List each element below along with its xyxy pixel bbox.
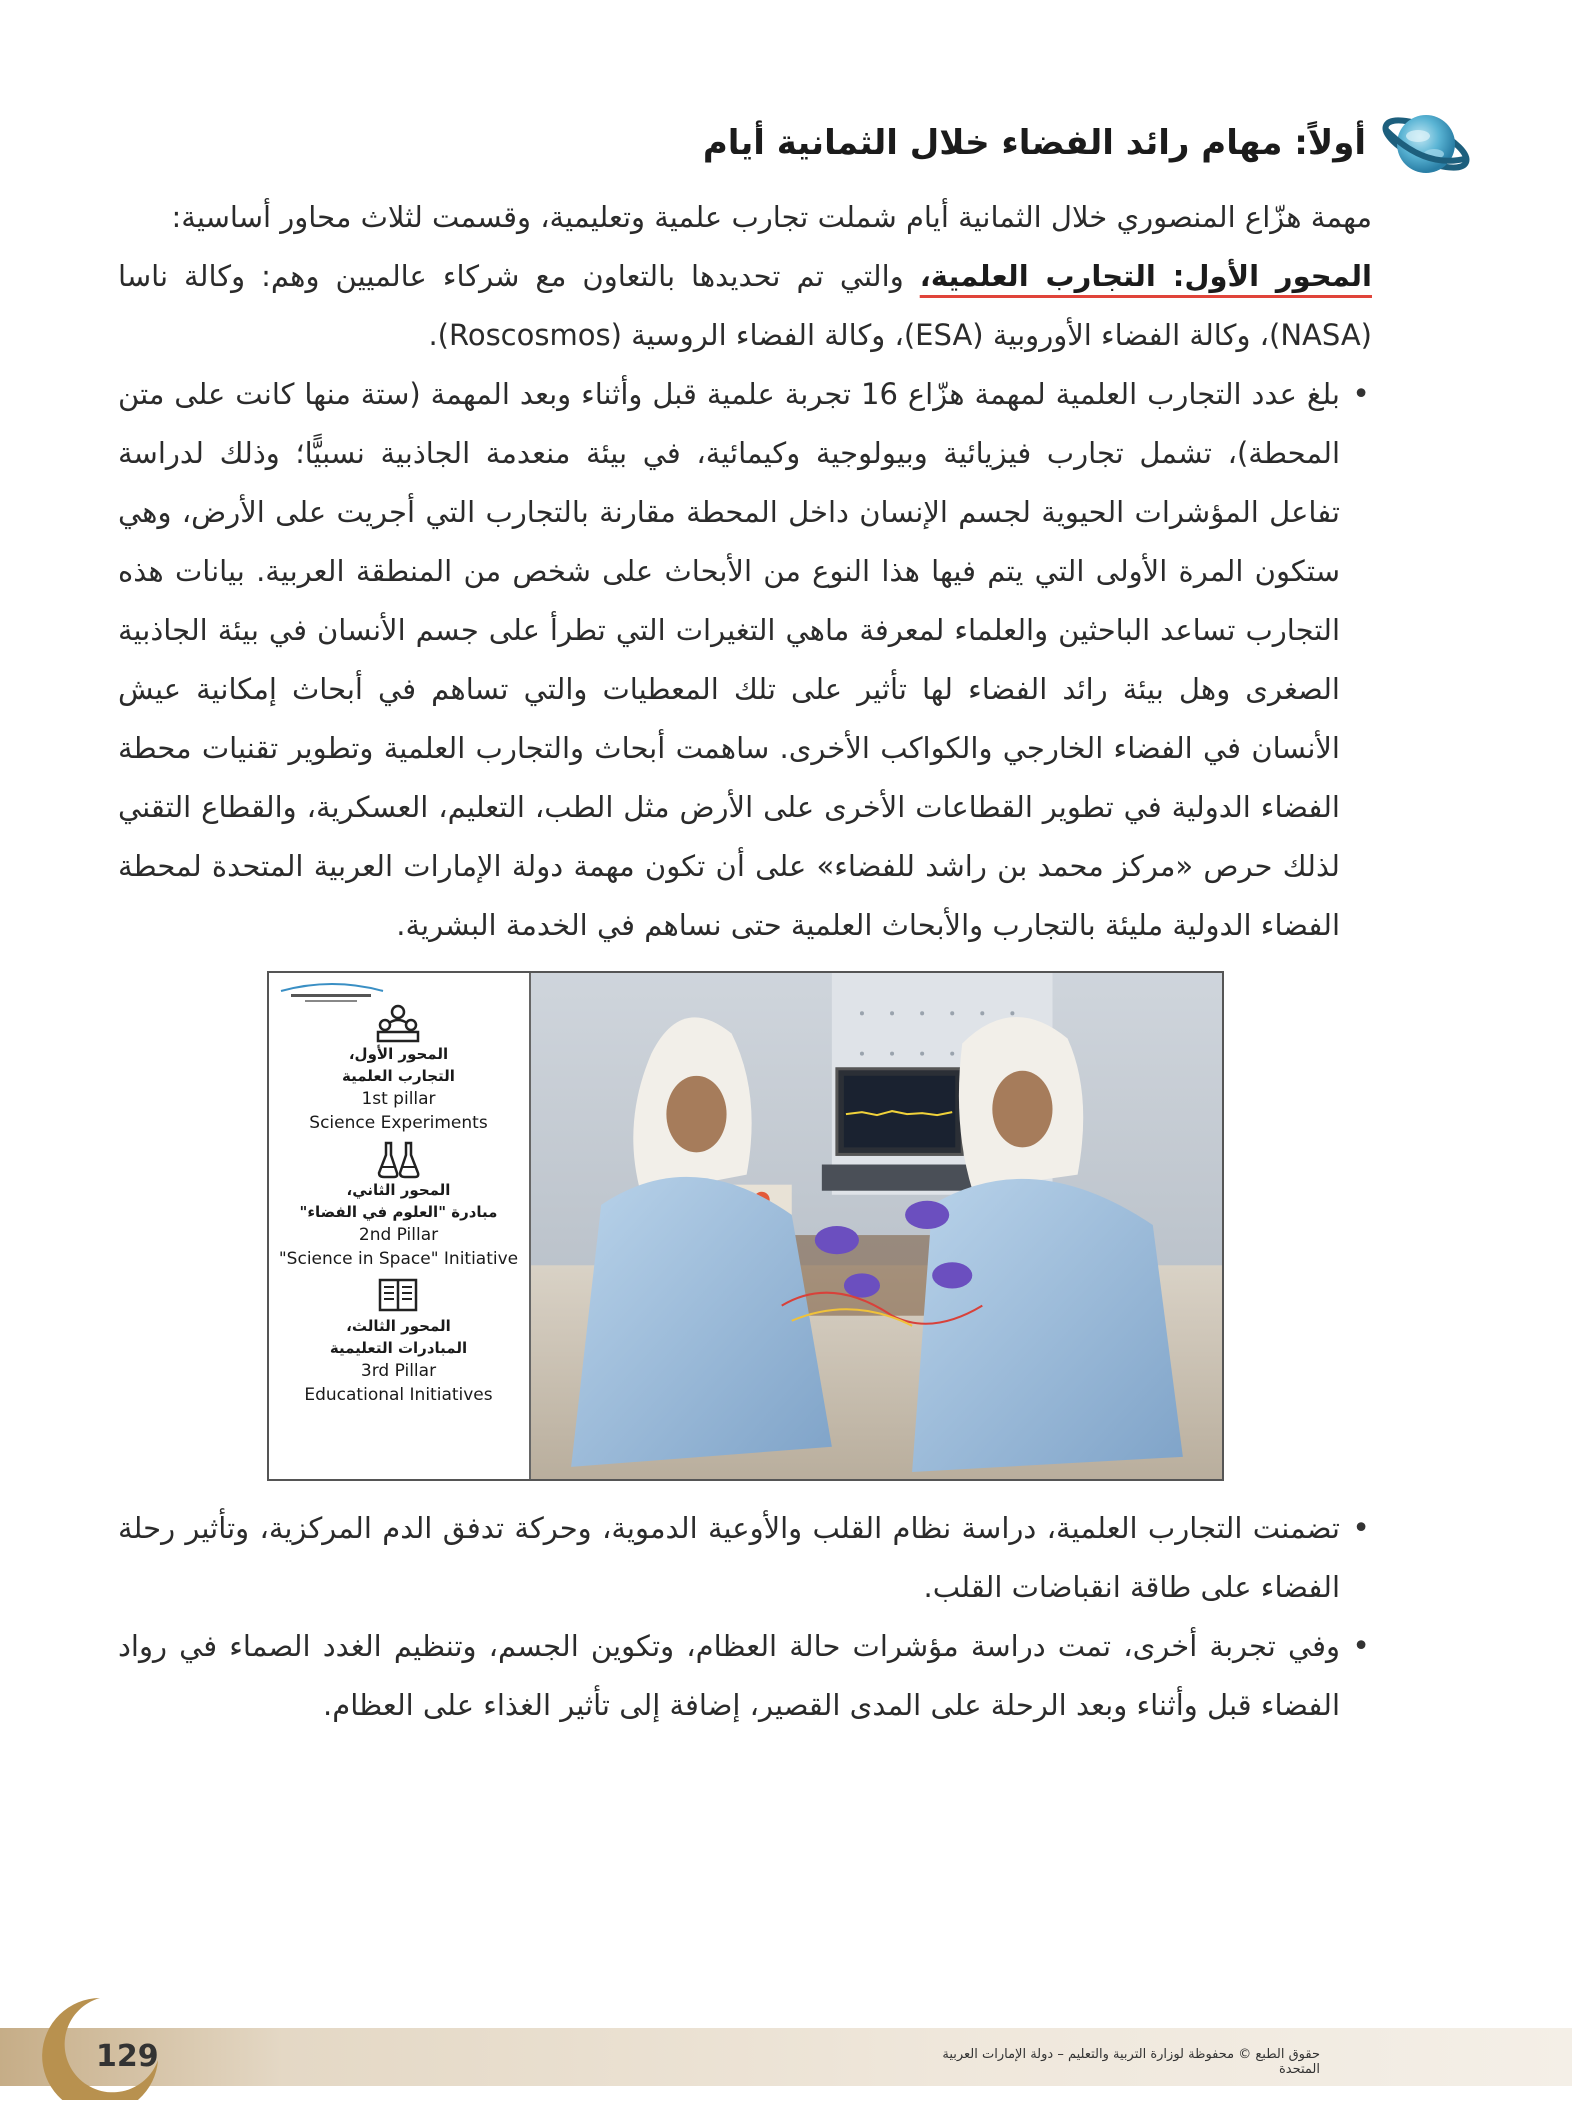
pillar1-ar-line2: التجارب العلمية — [342, 1067, 455, 1085]
axis1-text: والتي تم تحديدها بالتعاون مع شركاء عالميين وهم: وكالة ناسا (NASA)، وكالة الفضاء الأوروبية (ESA)، وكالة الفضاء الروسية (Roscosmos). — [118, 259, 1372, 352]
flasks-icon — [376, 1139, 422, 1179]
main-bullet-list — [118, 365, 1372, 955]
pillar3-ar-line1: المحور الثالث، — [346, 1317, 451, 1335]
pillar1-block — [309, 1003, 487, 1135]
page-content — [118, 100, 1372, 1735]
book-icon — [375, 1275, 421, 1315]
scientists-icon — [375, 1003, 421, 1043]
section-heading: أولاً: مهام رائد الفضاء خلال الثمانية أيام — [702, 123, 1366, 163]
mbrsc-logo-icon — [277, 979, 387, 1005]
axis1-title: المحور الأول: التجارب العلمية، — [919, 259, 1372, 293]
pillar3-en-line2: Educational Initiatives — [304, 1385, 493, 1405]
axis1-paragraph — [118, 247, 1372, 365]
pillar2-block — [279, 1139, 518, 1271]
pillar2-ar-line1: المحور الثاني، — [346, 1181, 451, 1199]
section-heading-row — [118, 100, 1472, 186]
experiments-figure — [267, 971, 1224, 1481]
pillar2-ar-line2: مبادرة "العلوم في الفضاء" — [299, 1203, 498, 1221]
bullet-cardiovascular: • تضمنت التجارب العلمية، دراسة نظام القلب والأوعية الدموية، وحركة تدفق الدم المركزية، وتأثير رحلة الفضاء على طاقة انقباضات القلب. — [118, 1499, 1340, 1617]
pillar3-block — [304, 1275, 492, 1407]
lab-photo — [531, 973, 1222, 1479]
pillars-legend — [269, 973, 531, 1479]
page-number: 129 — [96, 2039, 159, 2074]
copyright-text: حقوق الطبع © محفوظة لوزارة التربية والتعليم – دولة الإمارات العربية المتحدة — [942, 2047, 1320, 2077]
intro-paragraph: مهمة هزّاع المنصوري خلال الثمانية أيام شملت تجارب علمية وتعليمية، وقسمت لثلاث محاور أساسية: — [171, 200, 1372, 234]
pillar1-en-line2: Science Experiments — [309, 1113, 488, 1133]
pillar1-ar-line1: المحور الأول، — [348, 1045, 449, 1063]
pillar1-en-line1: 1st pillar — [361, 1089, 436, 1109]
secondary-bullet-list — [118, 1499, 1372, 1735]
bullet-experiments-count: • بلغ عدد التجارب العلمية لمهمة هزّاع 16 تجربة علمية قبل وأثناء وبعد المهمة (ستة منها كانت على متن المحطة)، تشمل تجارب فيزيائية وبيولوجية وكيمائية، في بيئة منعدمة الجاذبية نسبيًّا؛ وذلك لدراسة تفاعل المؤشرات الحيوية لجسم الإنسان داخل المحطة مقارنة بالتجارب التي أجريت على الأرض، وهي ستكون المرة الأولى التي يتم فيها هذا النوع من الأبحاث على شخص من المنطقة العربية. بيانات هذه التجارب تساعد الباحثين والعلماء لمعرفة ماهي التغيرات التي تطرأ على جسم الأنسان في بيئة الجاذبية الصغرى وهل بيئة رائد الفضاء لها تأثير على تلك المعطيات والتي تساهم في أبحاث إمكانية عيش الأنسان في الفضاء الخارجي والكواكب الأخرى. ساهمت أبحاث والتجارب العلمية وتطوير تقنيات محطة الفضاء الدولية في تطوير القطاعات الأخرى على الأرض مثل الطب، التعليم، العسكرية، والقطاع التقني لذلك حرص «مركز محمد بن راشد للفضاء» على أن تكون مهمة دولة الإمارات العربية المتحدة لمحطة الفضاء الدولية مليئة بالتجارب والأبحاث العلمية حتى نساهم في الخدمة البشرية. — [118, 365, 1340, 955]
pillar3-ar-line2: المبادرات التعليمية — [329, 1339, 468, 1357]
lab-scientists-photo — [531, 973, 1222, 1479]
pillar2-en-line2: "Science in Space" Initiative — [278, 1249, 519, 1269]
pillar2-en-line1: 2nd Pillar — [358, 1225, 439, 1245]
bullet-bones: • وفي تجربة أخرى، تمت دراسة مؤشرات حالة العظام، وتكوين الجسم، وتنظيم الغدد الصماء في رواد الفضاء قبل وأثناء وبعد الرحلة على المدى القصير، إضافة إلى تأثير الغذاء على العظام. — [118, 1617, 1340, 1735]
planet-icon — [1380, 100, 1472, 186]
pillar3-en-line1: 3rd Pillar — [360, 1361, 437, 1381]
footer-band — [0, 2028, 1572, 2086]
